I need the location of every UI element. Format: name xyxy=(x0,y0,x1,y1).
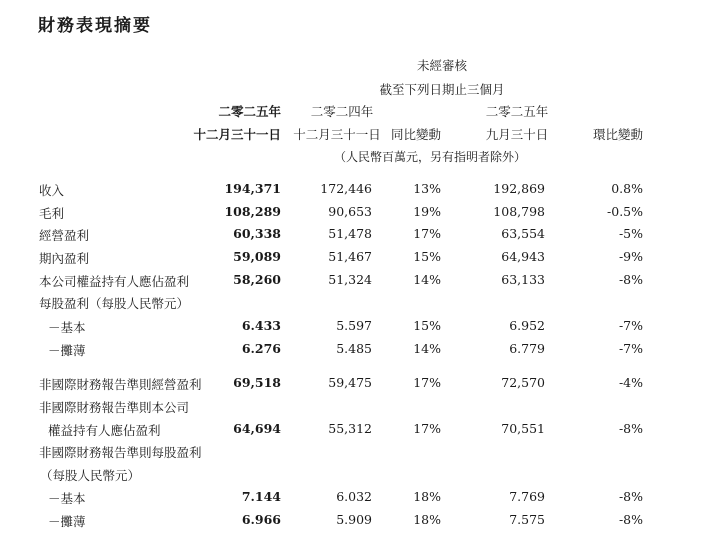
table-row xyxy=(0,341,710,363)
value-yoy: 17% xyxy=(413,421,441,436)
row-label: 毛利 xyxy=(39,206,65,221)
col-q3-date: 九月三十日 xyxy=(485,127,549,142)
row-label: 權益持有人應佔盈利 xyxy=(48,423,161,438)
row-label: 每股盈利（每股人民幣元） xyxy=(39,296,190,311)
value-2025: 194,371 xyxy=(224,181,281,196)
col-2025-year: 二零二五年 xyxy=(218,104,281,119)
table-row xyxy=(0,512,710,534)
value-qoq: -0.5% xyxy=(607,204,643,219)
value-q3: 63,554 xyxy=(501,226,545,241)
table-row xyxy=(0,375,710,397)
value-2024: 51,467 xyxy=(328,249,372,264)
period-label: 截至下列日期止三個月 xyxy=(379,82,505,97)
value-qoq: -9% xyxy=(618,249,643,264)
value-q3: 7.769 xyxy=(509,489,545,504)
row-label: －基本 xyxy=(48,320,86,335)
value-qoq: -5% xyxy=(618,226,643,241)
table-row xyxy=(0,272,710,294)
row-label: －攤薄 xyxy=(48,343,86,358)
value-2024: 172,446 xyxy=(320,181,372,196)
value-2024: 5.597 xyxy=(336,318,372,333)
value-qoq: -8% xyxy=(618,272,643,287)
col-q3-year: 二零二五年 xyxy=(485,104,549,119)
value-q3: 192,869 xyxy=(493,181,545,196)
value-2024: 5.909 xyxy=(336,512,372,527)
value-qoq: 0.8% xyxy=(611,181,643,196)
value-2024: 59,475 xyxy=(328,375,372,390)
value-q3: 6.952 xyxy=(509,318,545,333)
value-2025: 60,338 xyxy=(233,226,281,241)
value-2025: 6.276 xyxy=(241,341,281,356)
table-row xyxy=(0,181,710,203)
value-qoq: -4% xyxy=(618,375,643,390)
value-2024: 5.485 xyxy=(336,341,372,356)
value-yoy: 19% xyxy=(413,204,441,219)
value-yoy: 17% xyxy=(413,226,441,241)
value-q3: 64,943 xyxy=(501,249,545,264)
value-qoq: -8% xyxy=(618,489,643,504)
value-yoy: 14% xyxy=(413,341,441,356)
row-label: －基本 xyxy=(48,491,86,506)
value-q3: 6.779 xyxy=(509,341,545,356)
value-2025: 69,518 xyxy=(233,375,281,390)
value-2025: 59,089 xyxy=(233,249,281,264)
value-q3: 7.575 xyxy=(509,512,545,527)
row-label: 期內盈利 xyxy=(39,251,90,266)
row-label: （每股人民幣元） xyxy=(40,468,141,483)
row-label: 經營盈利 xyxy=(39,228,90,243)
value-2024: 90,653 xyxy=(328,204,372,219)
value-qoq: -8% xyxy=(618,512,643,527)
table-row xyxy=(0,421,710,443)
value-2025: 108,289 xyxy=(224,204,281,219)
row-label: 非國際財務報告準則經營盈利 xyxy=(39,377,202,392)
table-row xyxy=(0,443,710,465)
unaudited-label: 未經審核 xyxy=(416,58,467,73)
col-yoy: 同比變動 xyxy=(390,127,441,142)
value-yoy: 18% xyxy=(413,489,441,504)
table-row xyxy=(0,204,710,226)
value-q3: 63,133 xyxy=(501,272,545,287)
value-q3: 72,570 xyxy=(501,375,545,390)
value-2024: 51,478 xyxy=(328,226,372,241)
table-row xyxy=(0,466,710,488)
table-row xyxy=(0,489,710,511)
value-qoq: -7% xyxy=(618,318,643,333)
value-2025: 64,694 xyxy=(233,421,281,436)
value-2025: 58,260 xyxy=(233,272,281,287)
value-2025: 6.966 xyxy=(241,512,281,527)
value-q3: 108,798 xyxy=(493,204,545,219)
value-qoq: -8% xyxy=(618,421,643,436)
value-yoy: 14% xyxy=(413,272,441,287)
row-label: 收入 xyxy=(39,183,65,198)
value-yoy: 17% xyxy=(413,375,441,390)
col-2024-year: 二零二四年 xyxy=(310,104,374,119)
value-2025: 7.144 xyxy=(241,489,281,504)
row-label: 非國際財務報告準則每股盈利 xyxy=(39,445,202,460)
col-2024-date: 十二月三十一日 xyxy=(293,127,381,142)
value-2024: 55,312 xyxy=(328,421,372,436)
value-yoy: 15% xyxy=(413,318,441,333)
table-row xyxy=(0,249,710,271)
row-label: 本公司權益持有人應佔盈利 xyxy=(39,274,190,289)
value-qoq: -7% xyxy=(618,341,643,356)
value-2024: 6.032 xyxy=(336,489,372,504)
unit-note: （人民幣百萬元，另有指明者除外） xyxy=(333,150,526,164)
table-row xyxy=(0,294,710,316)
col-qoq: 環比變動 xyxy=(592,127,643,142)
value-yoy: 15% xyxy=(413,249,441,264)
table-row xyxy=(0,398,710,420)
page-title: 財務表現摘要 xyxy=(38,16,152,36)
value-yoy: 13% xyxy=(413,181,441,196)
table-row xyxy=(0,318,710,340)
value-2024: 51,324 xyxy=(328,272,372,287)
row-label: 非國際財務報告準則本公司 xyxy=(39,400,190,415)
value-yoy: 18% xyxy=(413,512,441,527)
value-2025: 6.433 xyxy=(241,318,281,333)
table-row xyxy=(0,226,710,248)
value-q3: 70,551 xyxy=(501,421,545,436)
col-2025-date: 十二月三十一日 xyxy=(193,127,281,142)
row-label: －攤薄 xyxy=(48,514,86,529)
